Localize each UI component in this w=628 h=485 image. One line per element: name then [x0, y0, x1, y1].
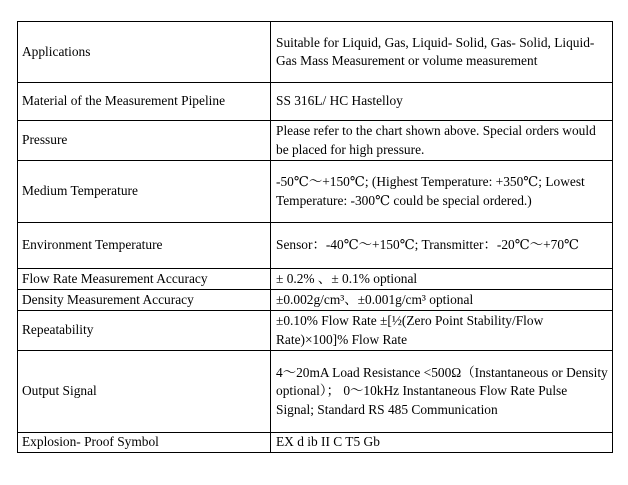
row-label-environment-temperature: Environment Temperature [18, 223, 271, 269]
table-row [18, 223, 613, 269]
row-label-density-accuracy: Density Measurement Accuracy [18, 290, 271, 311]
row-value-explosion-proof: EX d ib II C T5 Gb [271, 433, 613, 453]
row-label-output-signal: Output Signal [18, 351, 271, 433]
row-value-applications: Suitable for Liquid, Gas, Liquid- Solid, Gas- Solid, Liquid- Gas Mass Measurement or volume measurement [271, 22, 613, 83]
table-row [18, 351, 613, 433]
table-row [18, 121, 613, 161]
row-label-explosion-proof: Explosion- Proof Symbol [18, 433, 271, 453]
table-row [18, 83, 613, 121]
row-value-environment-temperature: Sensor：-40℃～+150℃; Transmitter：-20℃～+70℃ [271, 223, 613, 269]
table-row [18, 161, 613, 223]
row-value-medium-temperature: -50℃～+150℃; (Highest Temperature: +350℃; Lowest Temperature: -300℃ could be special ordered.) [271, 161, 613, 223]
row-value-material: SS 316L/ HC Hastelloy [271, 83, 613, 121]
row-label-flow-rate-accuracy: Flow Rate Measurement Accuracy [18, 269, 271, 290]
row-label-applications: Applications [18, 22, 271, 83]
row-label-medium-temperature: Medium Temperature [18, 161, 271, 223]
row-value-pressure: Please refer to the chart shown above. Special orders would be placed for high pressure. [271, 121, 613, 161]
table-row [18, 433, 613, 453]
row-value-density-accuracy: ±0.002g/cm³、±0.001g/cm³ optional [271, 290, 613, 311]
row-label-repeatability: Repeatability [18, 311, 271, 351]
table-row [18, 22, 613, 83]
row-label-pressure: Pressure [18, 121, 271, 161]
row-value-output-signal: 4～20mA Load Resistance <500Ω（Instantaneous or Density optional）； 0～10kHz Instantaneous Flow Rate Pulse Signal; Standard RS 485 Communication [271, 351, 613, 433]
specification-table [17, 21, 613, 453]
row-value-flow-rate-accuracy: ± 0.2% 、± 0.1% optional [271, 269, 613, 290]
table-row [18, 311, 613, 351]
row-value-repeatability: ±0.10% Flow Rate ±[½(Zero Point Stability/Flow Rate)×100]% Flow Rate [271, 311, 613, 351]
row-label-material: Material of the Measurement Pipeline [18, 83, 271, 121]
table-row [18, 290, 613, 311]
table-row [18, 269, 613, 290]
